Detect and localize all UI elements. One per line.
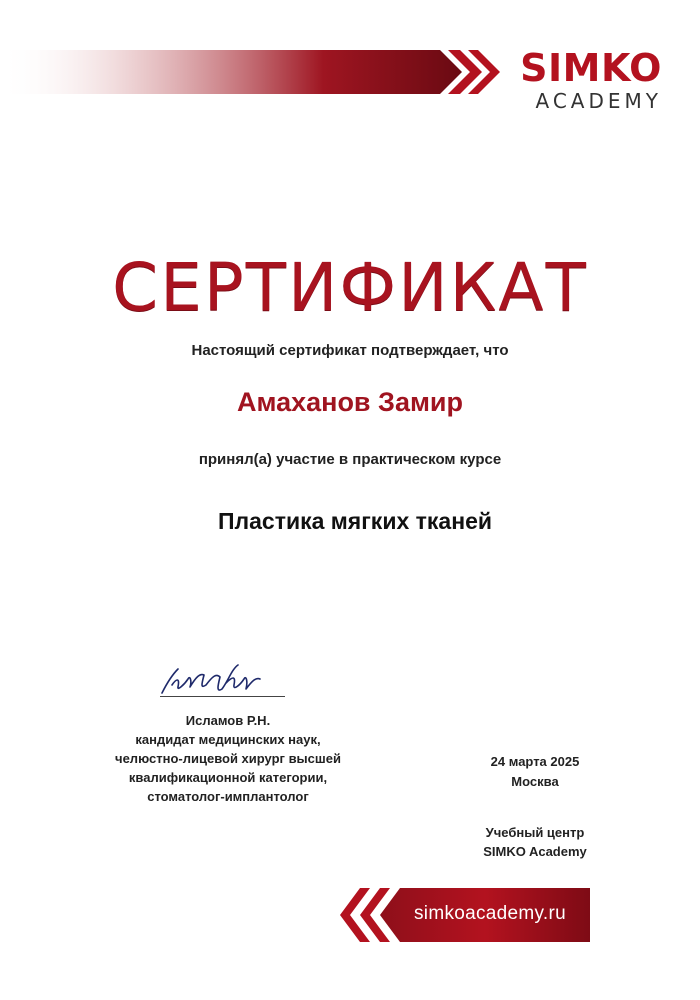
- issue-city: Москва: [511, 774, 559, 789]
- signature-line: [160, 696, 285, 697]
- course-name: Пластика мягких тканей: [217, 508, 493, 534]
- simko-academy-logo: [520, 48, 662, 112]
- logo-brand: SIMKO: [520, 46, 662, 90]
- signer-credential-line: челюстно-лицевой хирург высшей: [115, 751, 341, 766]
- issue-date-block: [465, 752, 605, 792]
- recipient-name: Амаханов Замир: [236, 387, 464, 417]
- signer-block: [88, 711, 368, 806]
- issue-date: 24 марта 2025: [490, 754, 580, 769]
- header-banner: [0, 50, 500, 94]
- signer-credential-line: квалификационной категории,: [128, 770, 328, 785]
- signature: [150, 655, 290, 705]
- signer-credential-line: стоматолог-имплантолог: [147, 789, 309, 804]
- signer-credential-line: кандидат медицинских наук,: [135, 732, 321, 747]
- logo-subtitle: ACADEMY: [535, 89, 662, 113]
- certificate-title: СЕРТИФИКАТ: [112, 249, 588, 326]
- signer-name: Исламов Р.Н.: [185, 713, 271, 728]
- website-link[interactable]: simkoacademy.ru: [414, 903, 566, 924]
- certificate-intro: Настоящий сертификат подтверждает, что: [191, 342, 509, 359]
- course-intro: принял(а) участие в практическом курсе: [198, 451, 502, 468]
- issuer-block: [465, 823, 605, 861]
- issuer-line: SIMKO Academy: [483, 844, 587, 859]
- issuer-line: Учебный центр: [485, 825, 585, 840]
